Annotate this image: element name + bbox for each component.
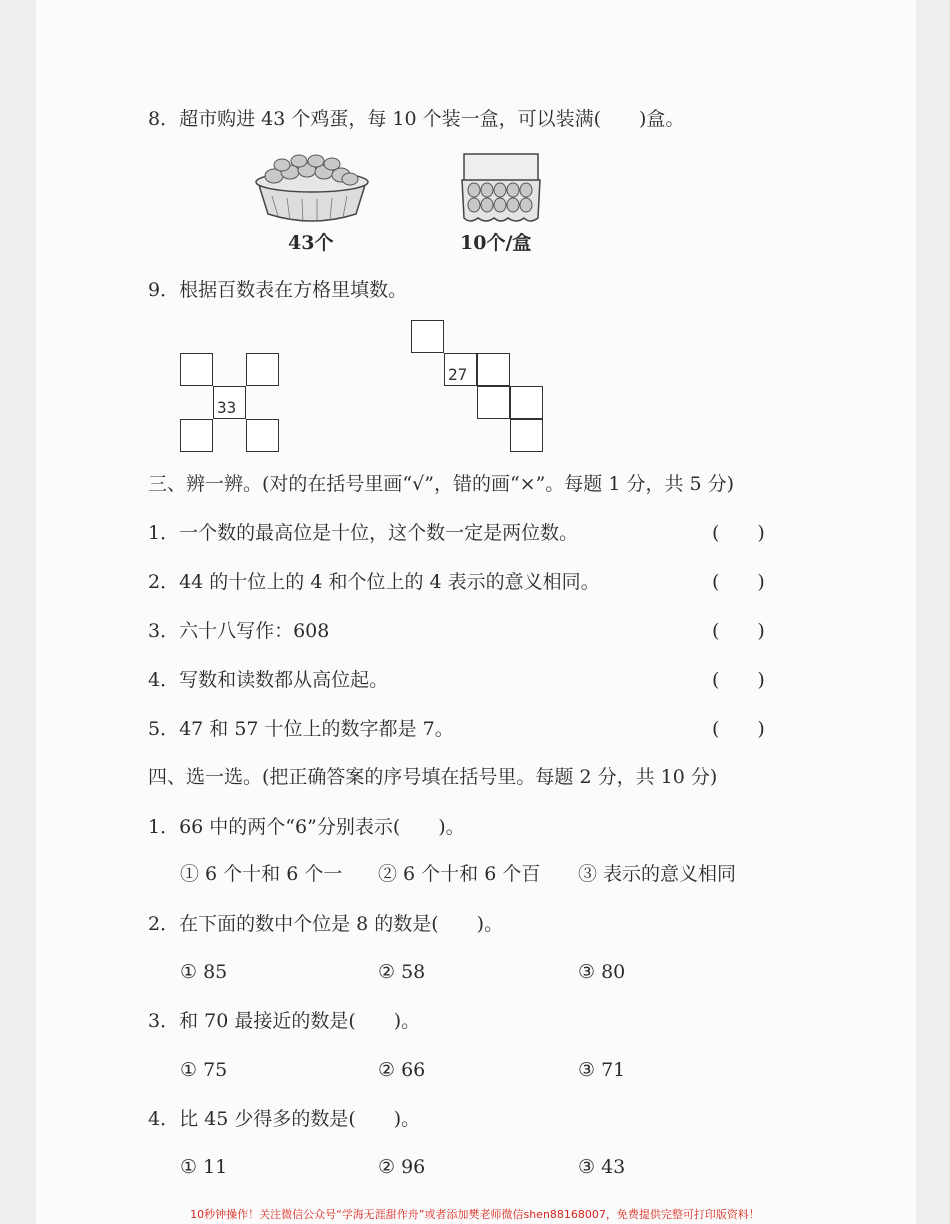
grid1-cell-top-right[interactable] [246, 353, 279, 386]
grid1-cell-top-left[interactable] [180, 353, 213, 386]
egg-basket-illustration [252, 148, 372, 228]
s4-q4-option-2[interactable]: ② 96 [378, 1156, 426, 1178]
grid2-cell-4[interactable] [510, 386, 543, 419]
s4-q1-option-1[interactable]: ① 6 个十和 6 个一 [180, 863, 343, 885]
s3-item-1-answer[interactable]: ( ) [712, 522, 765, 544]
s3-item-5-answer[interactable]: ( ) [712, 718, 765, 740]
grid1-cell-bottom-right[interactable] [246, 419, 279, 452]
s4-q4-text: 4．比 45 少得多的数是( )。 [148, 1108, 421, 1130]
s4-q4-option-3[interactable]: ③ 43 [578, 1156, 626, 1178]
s4-q1-option-2[interactable]: ② 6 个十和 6 个百 [378, 863, 541, 885]
egg-carton-illustration [458, 150, 544, 226]
s4-q1-option-3[interactable]: ③ 表示的意义相同 [578, 863, 737, 885]
grid2-cell-3[interactable] [477, 386, 510, 419]
s3-item-2-answer[interactable]: ( ) [712, 571, 765, 593]
s3-item-4-text: 4．写数和读数都从高位起。 [148, 669, 389, 691]
promo-footer: 10秒钟操作！关注微信公众号“学海无涯甜作舟”或者添加樊老师微信shen88168007，免费提供完整可打印版资料！ [190, 1208, 760, 1221]
s3-item-4-answer[interactable]: ( ) [712, 669, 765, 691]
s4-q3-option-2[interactable]: ② 66 [378, 1059, 426, 1081]
s4-q2-option-2[interactable]: ② 58 [378, 961, 426, 983]
question-8: 8．超市购进 43 个鸡蛋，每 10 个装一盒，可以装满( )盒。 [148, 108, 685, 130]
s3-item-5-text: 5．47 和 57 十位上的数字都是 7。 [148, 718, 454, 740]
basket-caption: 43个 [288, 232, 334, 254]
grid2-cell-5[interactable] [510, 419, 543, 452]
carton-caption: 10个/盒 [460, 232, 532, 254]
grid2-cell-1[interactable] [411, 320, 444, 353]
s3-item-2-text: 2．44 的十位上的 4 和个位上的 4 表示的意义相同。 [148, 571, 600, 593]
grid2-cell-given: 27 [444, 353, 477, 386]
s3-item-1-text: 1．一个数的最高位是十位，这个数一定是两位数。 [148, 522, 579, 544]
grid2-cell-2[interactable] [477, 353, 510, 386]
s3-item-3-text: 3．六十八写作：608 [148, 620, 330, 642]
s3-item-3-answer[interactable]: ( ) [712, 620, 765, 642]
s4-q1-text: 1．66 中的两个“6”分别表示( )。 [148, 816, 465, 838]
s4-q3-option-1[interactable]: ① 75 [180, 1059, 228, 1081]
s4-q3-option-3[interactable]: ③ 71 [578, 1059, 626, 1081]
section4-heading: 四、选一选。(把正确答案的序号填在括号里。每题 2 分，共 10 分) [148, 766, 718, 788]
s4-q4-option-1[interactable]: ① 11 [180, 1156, 228, 1178]
grid1-cell-center: 33 [213, 386, 246, 419]
s4-q2-text: 2．在下面的数中个位是 8 的数是( )。 [148, 913, 504, 935]
grid1-cell-bottom-left[interactable] [180, 419, 213, 452]
section3-heading: 三、辨一辨。(对的在括号里画“√”，错的画“×”。每题 1 分，共 5 分) [148, 473, 735, 495]
s4-q2-option-1[interactable]: ① 85 [180, 961, 228, 983]
s4-q2-option-3[interactable]: ③ 80 [578, 961, 626, 983]
question-9: 9．根据百数表在方格里填数。 [148, 279, 408, 301]
s4-q3-text: 3．和 70 最接近的数是( )。 [148, 1010, 421, 1032]
